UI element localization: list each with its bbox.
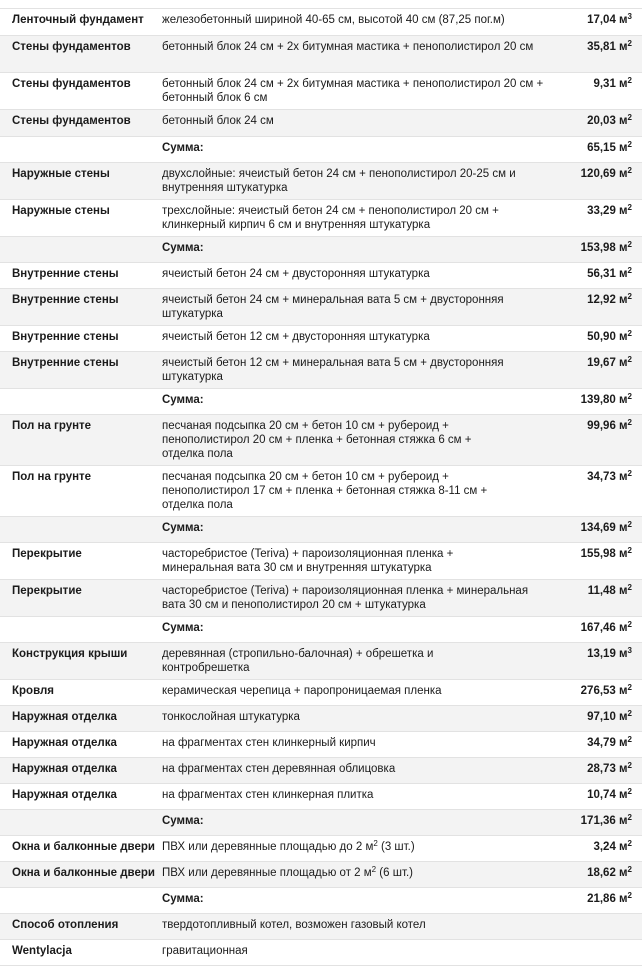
sum-label: Сумма: <box>162 242 204 254</box>
row-description: ПВХ или деревянные площадью от 2 $м^2$ (6 шт.) <box>162 865 413 879</box>
row-value: 33,29 $м^2$ <box>587 203 632 217</box>
row-value: 11,48 $м^2$ <box>587 583 632 597</box>
row-name: Наружная отделка <box>12 737 117 749</box>
row-name: Наружная отделка <box>12 711 117 723</box>
table-row <box>0 580 642 617</box>
table-row <box>0 289 642 326</box>
row-value: 35,81 $м^2$ <box>587 39 632 53</box>
table-row <box>0 263 642 289</box>
row-description: песчаная подсыпка 20 см + бетон 10 см + рубероид + пенополистирол 20 см + пленка + бетонная стяжка 6 см + отделка пола <box>162 420 472 460</box>
row-description: бетонный блок 24 см + 2x битумная мастика + пенополистирол 20 см <box>162 41 534 53</box>
row-description: ячеистый бетон 24 см + минеральная вата 5 см + двусторонняя штукатурка <box>162 294 504 320</box>
sum-value: 167,46 $м^2$ <box>580 620 632 634</box>
row-description: на фрагментах стен клинкерная плитка <box>162 789 374 801</box>
row-name: Стены фундаментов <box>12 115 131 127</box>
table-row <box>0 73 642 110</box>
row-name: Наружная отделка <box>12 763 117 775</box>
row-description: часторебристое (Teriva) + пароизоляционная пленка + минеральная вата 30 см и пенополистирол 20 см + штукатурка <box>162 585 529 611</box>
row-value: 97,10 $м^2$ <box>587 709 632 723</box>
row-description: тонкослойная штукатурка <box>162 711 300 723</box>
row-value: 19,67 $м^2$ <box>587 355 632 369</box>
sum-row <box>0 389 642 415</box>
table-row <box>0 36 642 73</box>
sum-value: 153,98 $м^2$ <box>580 240 632 254</box>
row-name: Кровля <box>12 685 55 697</box>
row-value: 18,62 $м^2$ <box>587 865 632 879</box>
row-value: 50,90 $м^2$ <box>587 329 632 343</box>
row-value: 120,69 $м^2$ <box>580 166 632 180</box>
row-description: деревянная (стропильно-балочная) + обрешетка и контробрешетка <box>162 648 434 674</box>
row-name: Способ отопления <box>12 919 119 931</box>
sum-label: Сумма: <box>162 394 204 406</box>
table-top-border <box>0 0 642 9</box>
row-name: Перекрытие <box>12 548 82 560</box>
row-name: Внутренние стены <box>12 357 119 369</box>
row-name: Ленточный фундамент <box>12 14 144 26</box>
row-name: Пол на грунте <box>12 471 92 483</box>
table-row <box>0 862 642 888</box>
row-value: 99,96 $м^2$ <box>587 418 632 432</box>
table-row <box>0 163 642 200</box>
row-description: часторебристое (Teriva) + пароизоляционная пленка + минеральная вата 30 см и внутренняя штукатурка <box>162 548 454 574</box>
row-description: ячеистый бетон 12 см + двусторонняя штукатурка <box>162 331 430 343</box>
table-row <box>0 680 642 706</box>
sum-row <box>0 517 642 543</box>
row-description: бетонный блок 24 см + 2x битумная мастика + пенополистирол 20 см + бетонный блок 6 см <box>162 78 544 104</box>
row-value: 34,73 $м^2$ <box>587 469 632 483</box>
row-description: трехслойные: ячеистый бетон 24 см + пенополистирол 20 см + клинкерный кирпич 6 см и внутренняя штукатурка <box>162 205 499 231</box>
row-value: 10,74 $м^2$ <box>587 787 632 801</box>
sum-row <box>0 237 642 263</box>
row-value: 17,04 $м^3$ <box>587 12 632 26</box>
sum-row <box>0 810 642 836</box>
sum-value: 65,15 $м^2$ <box>587 140 632 154</box>
sum-label: Сумма: <box>162 142 204 154</box>
table-row <box>0 543 642 580</box>
row-description: ПВХ или деревянные площадью до 2 $м^2$ (3 шт.) <box>162 839 415 853</box>
row-value: 3,24 $м^2$ <box>593 839 632 853</box>
row-description: гравитационная <box>162 945 248 957</box>
row-name: Перекрытие <box>12 585 82 597</box>
table-row <box>0 200 642 237</box>
row-name: Наружная отделка <box>12 789 117 801</box>
row-description: ячеистый бетон 24 см + двусторонняя штукатурка <box>162 268 430 280</box>
row-description: двухслойные: ячеистый бетон 24 см + пенополистирол 20-25 см и внутренняя штукатурка <box>162 168 516 194</box>
row-value: 276,53 $м^2$ <box>580 683 632 697</box>
sum-row <box>0 617 642 643</box>
row-value: 56,31 $м^2$ <box>587 266 632 280</box>
table-row <box>0 326 642 352</box>
table-row <box>0 836 642 862</box>
row-name: Стены фундаментов <box>12 41 131 53</box>
row-name: Окна и балконные двери <box>12 867 155 879</box>
row-name: Наружные стены <box>12 168 110 180</box>
row-value: 20,03 $м^2$ <box>587 113 632 127</box>
row-name: Внутренние стены <box>12 268 119 280</box>
row-name: Внутренние стены <box>12 294 119 306</box>
table-row <box>0 758 642 784</box>
table-row <box>0 415 642 466</box>
sum-label: Сумма: <box>162 622 204 634</box>
row-description: железобетонный шириной 40-65 см, высотой 40 см (87,25 пог.м) <box>162 14 505 26</box>
row-description: керамическая черепица + паропроницаемая пленка <box>162 685 442 697</box>
table-row <box>0 110 642 137</box>
table-row <box>0 784 642 810</box>
row-name: Стены фундаментов <box>12 78 131 90</box>
row-description: ячеистый бетон 12 см + минеральная вата 5 см + двусторонняя штукатурка <box>162 357 504 383</box>
row-name: Пол на грунте <box>12 420 92 432</box>
row-name: Конструкция крыши <box>12 648 128 660</box>
sum-label: Сумма: <box>162 893 204 905</box>
row-description: песчаная подсыпка 20 см + бетон 10 см + рубероид + пенополистирол 17 см + пленка + бетонная стяжка 8-11 см + отделка пола <box>162 471 488 511</box>
row-name: Окна и балконные двери <box>12 841 155 853</box>
sum-label: Сумма: <box>162 815 204 827</box>
row-description: на фрагментах стен клинкерный кирпич <box>162 737 376 749</box>
table-row <box>0 732 642 758</box>
table-row <box>0 9 642 36</box>
sum-label: Сумма: <box>162 522 204 534</box>
row-name: Wentylacja <box>12 945 72 957</box>
table-row <box>0 706 642 732</box>
row-name: Наружные стены <box>12 205 110 217</box>
sum-value: 21,86 $м^2$ <box>587 891 632 905</box>
row-description: бетонный блок 24 см <box>162 115 274 127</box>
row-name: Внутренние стены <box>12 331 119 343</box>
table-row <box>0 352 642 389</box>
row-value: 28,73 $м^2$ <box>587 761 632 775</box>
sum-row <box>0 137 642 163</box>
row-value: 9,31 $м^2$ <box>593 76 632 90</box>
table-row <box>0 643 642 680</box>
table-row <box>0 466 642 517</box>
sum-value: 171,36 $м^2$ <box>580 813 632 827</box>
row-description: твердотопливный котел, возможен газовый котел <box>162 919 426 931</box>
sum-row <box>0 888 642 914</box>
table-row <box>0 940 642 966</box>
row-value: 13,19 $м^3$ <box>587 646 632 660</box>
row-value: 12,92 $м^2$ <box>587 292 632 306</box>
sum-value: 134,69 $м^2$ <box>580 520 632 534</box>
row-description: на фрагментах стен деревянная облицовка <box>162 763 396 775</box>
row-value: 155,98 $м^2$ <box>580 546 632 560</box>
table-row <box>0 914 642 940</box>
sum-value: 139,80 $м^2$ <box>580 392 632 406</box>
row-value: 34,79 $м^2$ <box>587 735 632 749</box>
